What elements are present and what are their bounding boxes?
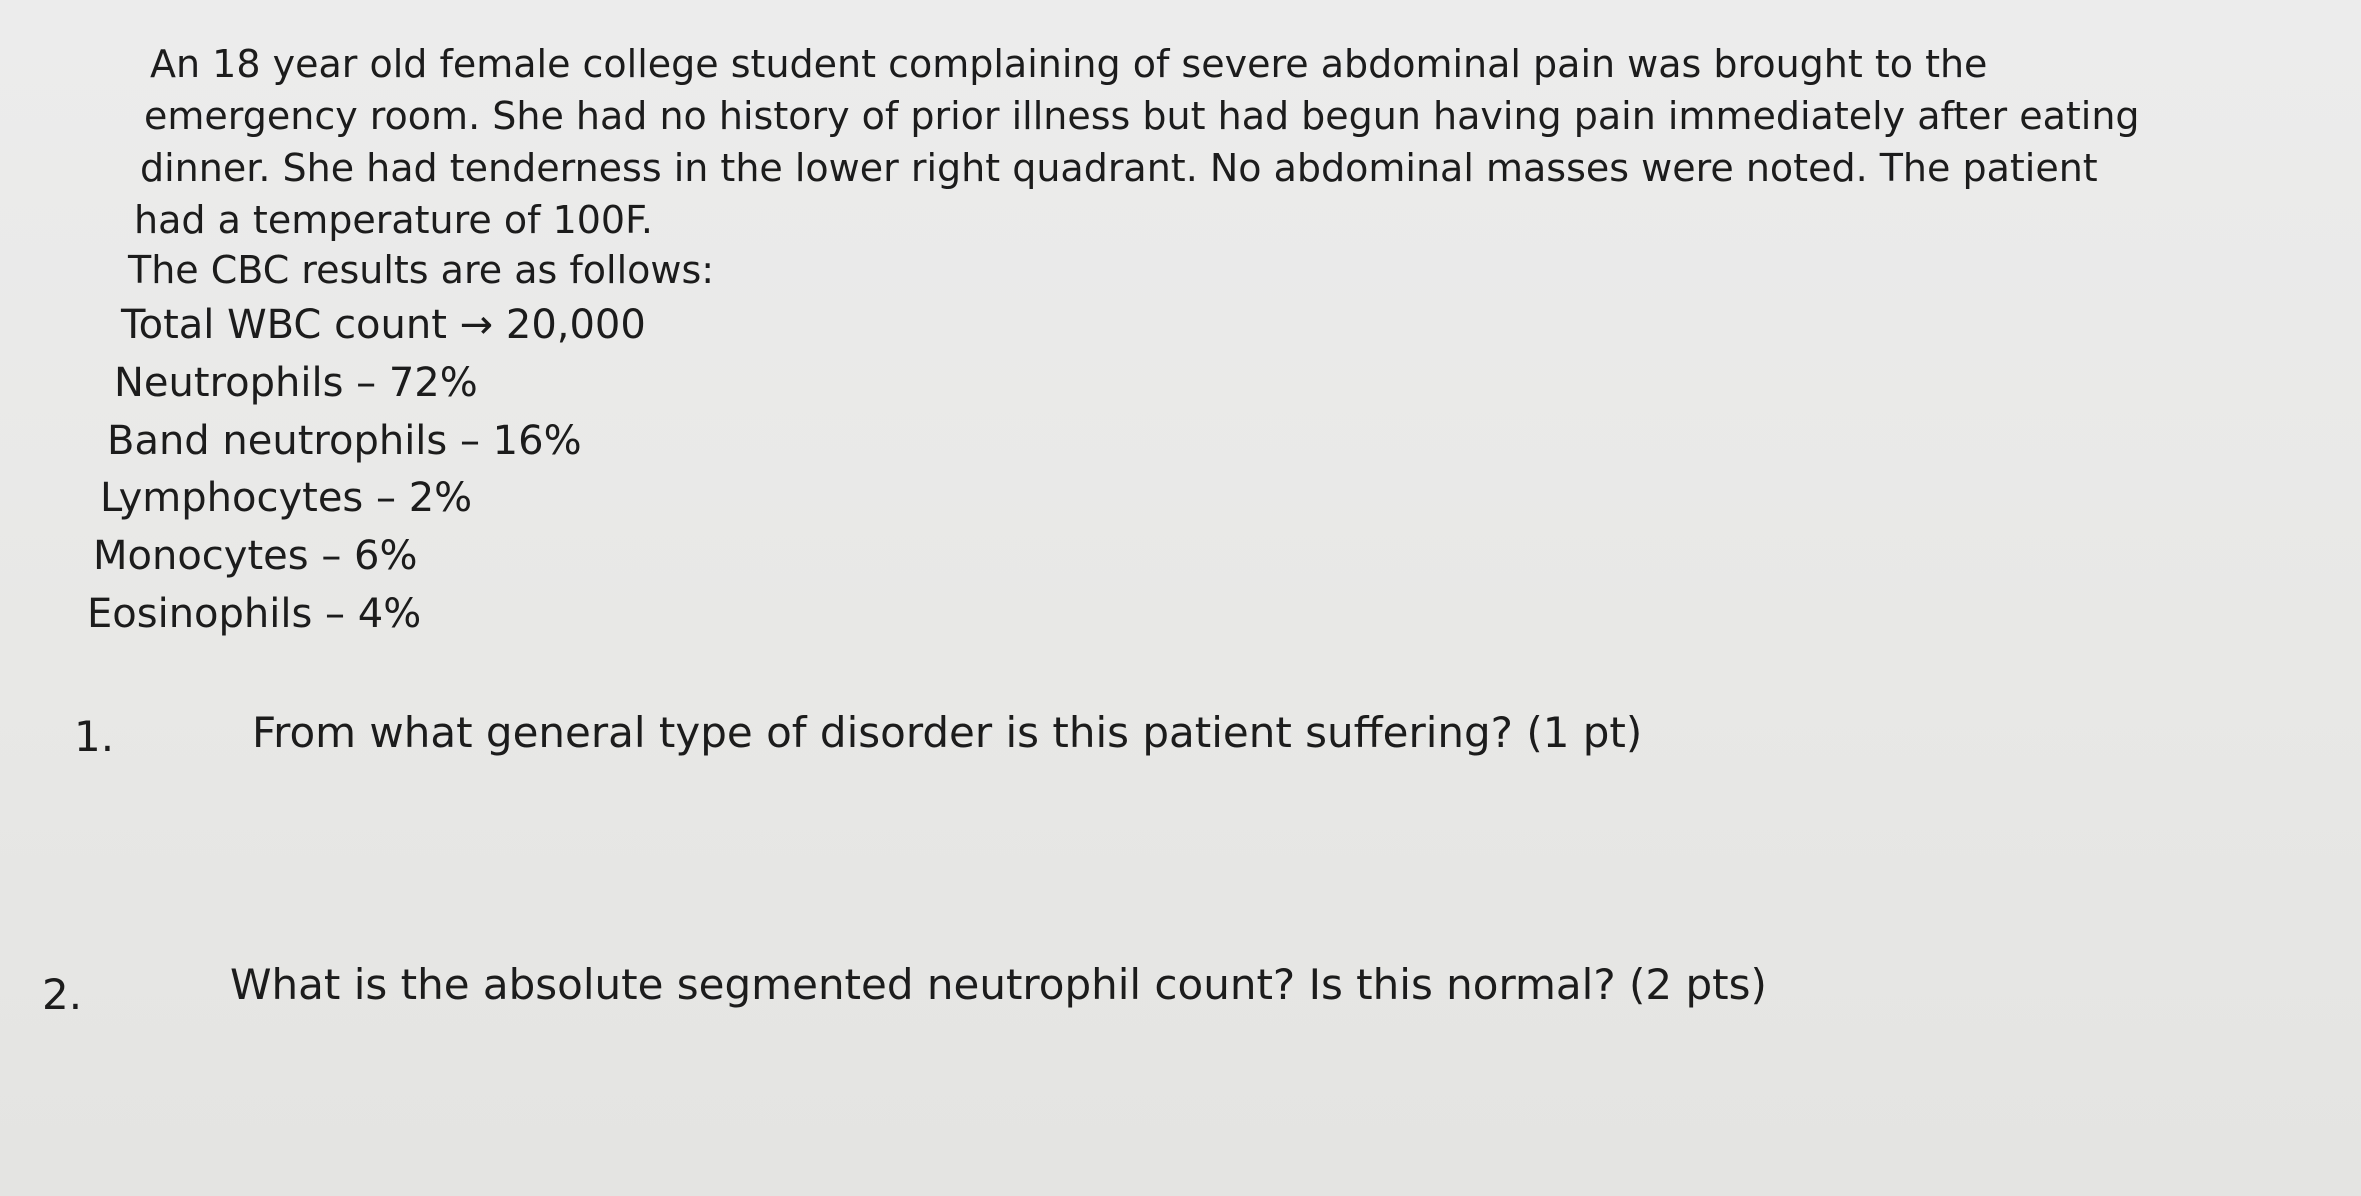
case-description-line: emergency room. She had no history of prior illness but had begun having pain immediately after eating bbox=[144, 94, 2140, 138]
cbc-result-neutrophils: Neutrophils – 72% bbox=[114, 360, 478, 406]
cbc-result-eosinophils: Eosinophils – 4% bbox=[87, 591, 422, 637]
question-2-text: What is the absolute segmented neutrophil count? Is this normal? (2 pts) bbox=[230, 960, 1767, 1009]
cbc-result-lymphocytes: Lymphocytes – 2% bbox=[100, 475, 473, 521]
question-2-number: 2. bbox=[42, 970, 83, 1019]
question-1-text: From what general type of disorder is this patient suffering? (1 pt) bbox=[252, 708, 1643, 757]
case-description bbox=[134, 38, 2240, 246]
case-description-line: had a temperature of 100F. bbox=[134, 198, 653, 242]
case-description-line: dinner. She had tenderness in the lower right quadrant. No abdominal masses were noted. The patient bbox=[140, 146, 2098, 190]
question-1-number: 1. bbox=[74, 712, 115, 761]
cbc-result-band-neutrophils: Band neutrophils – 16% bbox=[107, 418, 582, 464]
cbc-result-wbc: Total WBC count → 20,000 bbox=[121, 302, 646, 348]
case-description-line: An 18 year old female college student complaining of severe abdominal pain was brought to the bbox=[150, 42, 1988, 86]
cbc-results-heading: The CBC results are as follows: bbox=[128, 248, 715, 292]
cbc-result-monocytes: Monocytes – 6% bbox=[93, 533, 418, 579]
